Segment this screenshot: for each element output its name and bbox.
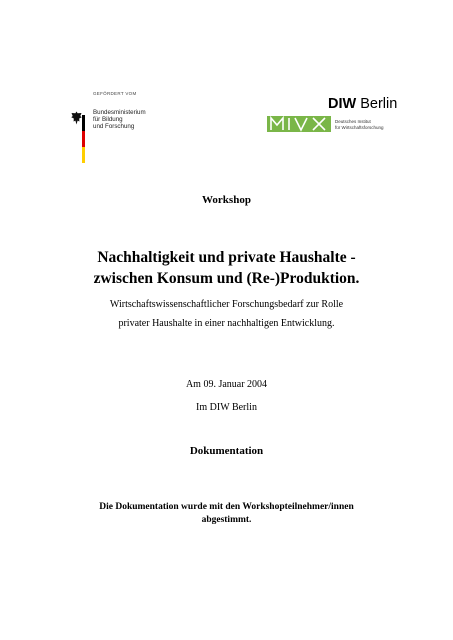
diw-subtitle	[335, 119, 384, 131]
note-line-1: Die Dokumentation wurde mit den Workshopteilnehmer/innen	[99, 502, 354, 512]
note-line-2: abgestimmt.	[201, 515, 252, 525]
bmbf-name	[93, 109, 146, 131]
flag-red-band	[82, 131, 85, 147]
bmbf-logo	[66, 82, 180, 162]
subtitle-line-2: privater Haushalte in einer nachhaltigen Entwicklung.	[118, 318, 335, 329]
title-line-2: zwischen Konsum und (Re-)Produktion.	[93, 270, 360, 287]
section-heading: Dokumentation	[189, 445, 264, 457]
bmbf-line-3: und Forschung	[93, 123, 135, 131]
diw-wordmark	[328, 96, 397, 112]
diw-brand-bold: DIW	[328, 96, 357, 112]
diw-sub-line-2: für Wirtschaftsforschung	[335, 125, 384, 130]
diw-sub-line-1: Deutsches Institut	[335, 119, 371, 124]
event-date: Am 09. Januar 2004	[185, 379, 268, 390]
document-label: Workshop	[202, 194, 251, 206]
bmbf-funded-label: GEFÖRDERT VOM	[93, 91, 137, 96]
subtitle-line-1: Wirtschaftswissenschaftlicher Forschungsbedarf zur Rolle	[109, 299, 344, 310]
german-flag-stripe	[82, 115, 85, 163]
event-location: Im DIW Berlin	[196, 402, 257, 413]
bmbf-line-2: für Bildung	[93, 116, 123, 124]
title-line-1: Nachhaltigkeit und private Haushalte -	[97, 249, 356, 266]
diw-pattern-icon	[267, 116, 331, 132]
diw-berlin-logo	[266, 96, 398, 156]
flag-gold-band	[82, 147, 85, 163]
flag-black-band	[82, 115, 85, 131]
eagle-emblem-icon	[71, 111, 82, 125]
diw-brand-light: Berlin	[356, 96, 398, 112]
bmbf-line-1: Bundesministerium	[93, 109, 146, 116]
